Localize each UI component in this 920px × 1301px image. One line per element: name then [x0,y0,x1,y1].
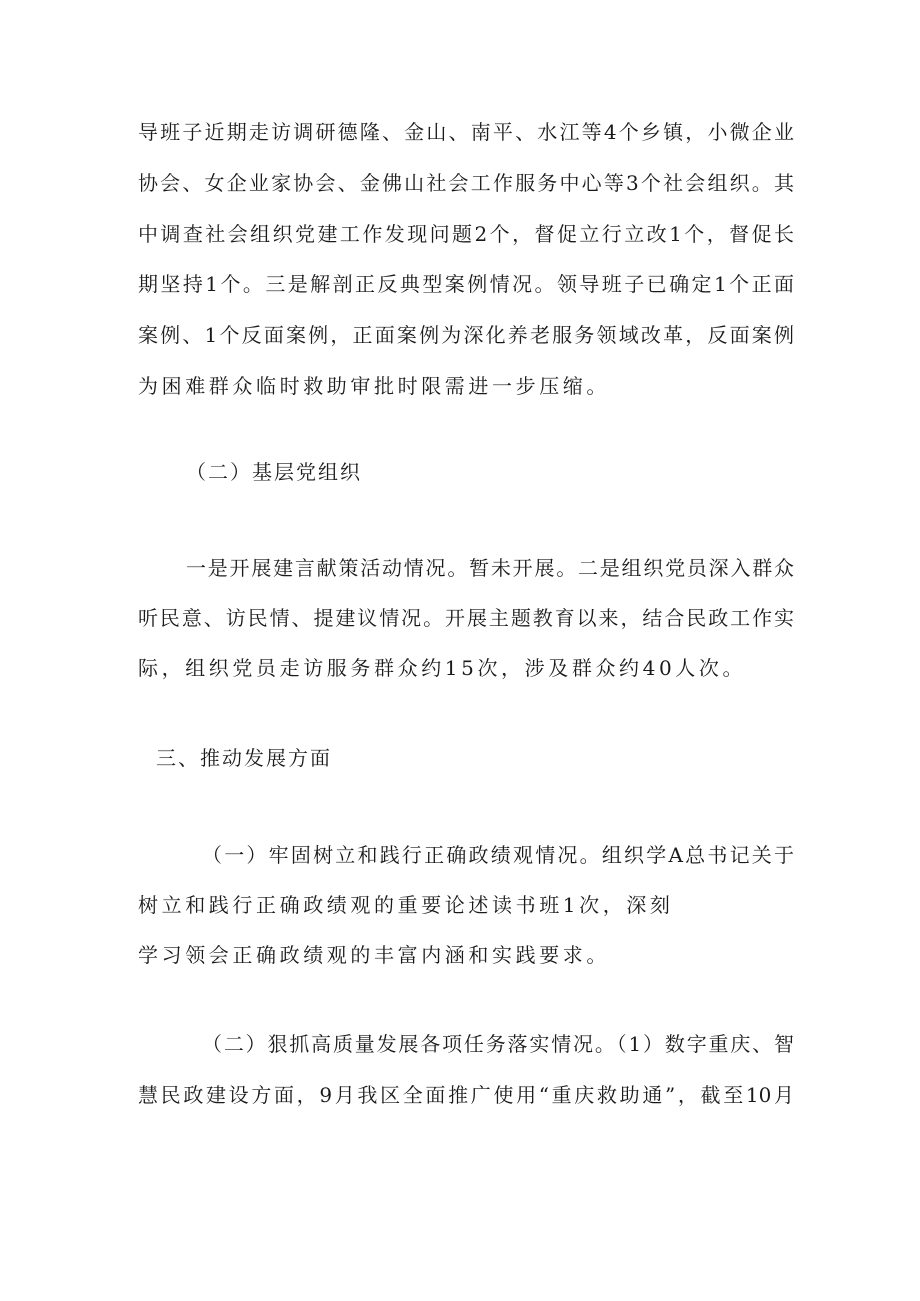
paragraph-1-line-6: 为困难群众临时救助审批时限需进一步压缩。 [138,374,610,398]
paragraph-3-line-2: 树立和践行正确政绩观的重要论述读书班1次，深刻 [138,893,674,917]
paragraph-1-line-2: 协会、女企业家协会、金佛山社会工作服务中心等3个社会组织。其 [138,171,794,195]
paragraph-1-line-5: 案例、1个反面案例，正面案例为深化养老服务领域改革，反面案例 [138,323,794,347]
paragraph-1-line-1: 导班子近期走访调研德隆、金山、南平、水江等4个乡镇，小微企业 [138,120,794,144]
paragraph-2-line-1: 一是开展建言献策活动情况。暂未开展。二是组织党员深入群众 [186,556,794,580]
paragraph-4-line-2: 慧民政建设方面，9月我区全面推广使用“重庆救助通”，截至10月 [138,1083,794,1107]
paragraph-3-line-1: （一）牢固树立和践行正确政绩观情况。组织学A总书记关于 [202,843,794,867]
heading-section-3: 三、推动发展方面 [156,746,332,770]
paragraph-1-line-4: 期坚持1个。三是解剖正反典型案例情况。领导班子已确定1个正面 [138,272,794,296]
heading-grassroots-party: （二）基层党组织 [186,460,362,484]
paragraph-1-line-3: 中调查社会组织党建工作发现问题2个，督促立行立改1个，督促长 [138,222,794,246]
paragraph-2-line-3: 际，组织党员走访服务群众约15次，涉及群众约40人次。 [138,656,747,680]
paragraph-2-line-2: 听民意、访民情、提建议情况。开展主题教育以来，结合民政工作实 [138,606,794,630]
paragraph-4-line-1: （二）狠抓高质量发展各项任务落实情况。（1）数字重庆、智 [202,1032,794,1056]
paragraph-3-line-3: 学习领会正确政绩观的丰富内涵和实践要求。 [138,943,610,967]
